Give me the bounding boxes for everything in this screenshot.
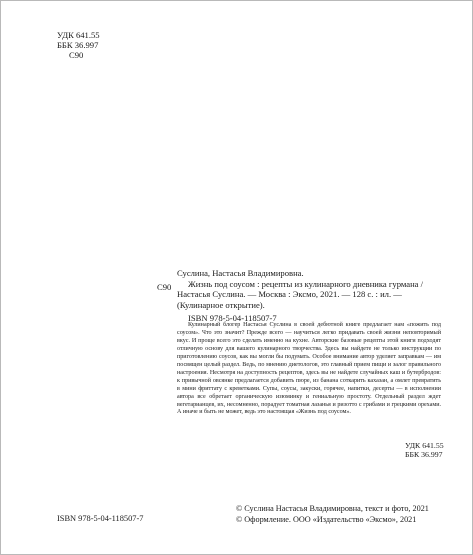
copyright-design: © Оформление. ООО «Издательство «Эксмо», 2021 <box>236 514 417 524</box>
udk-code-bottom: УДК 641.55 <box>405 441 444 450</box>
classification-codes-bottom <box>405 441 444 459</box>
copyright-text: © Суслина Настасья Владимировна, текст и фото, 2021 <box>236 504 429 513</box>
udk-code: УДК 641.55 <box>57 30 100 40</box>
bbk-code-bottom: ББК 36.997 <box>405 450 443 460</box>
bbk-code: ББК 36.997 <box>57 40 99 50</box>
entry-heading: Суслина, Настасья Владимировна. <box>177 268 304 278</box>
copyright-block <box>236 504 429 525</box>
author-mark: С90 <box>69 50 84 60</box>
entry-title: Жизнь под соусом : рецепты из кулинарного дневника гурмана / Настасья Суслина. — Москва : Эксмо, 2021. — 128 с. : ил. — (Кулинарное открытие). <box>177 278 424 310</box>
entry-author-mark: С90 <box>157 282 172 292</box>
book-annotation: Кулинарный блогер Настасья Суслина в своей дебютной книге предлагает нам «пожить под соусом». Что это значит? Прежде всего — научиться легко придавать своей жизни неповторимый вкус. И проще всего это сделать именно на кухне. Авторские базовые рецепты этой книги подходят отличную основу для вашего кулинарного творчества. Здесь вы найдете не только инструкции по приготовлению соусов, как вы могли бы подумать. Особое внимание автор уделяет заправкам — им посвящен целый раздел. Ведь, по мнению диетологов, это главный прием пищи и залог правильного настроения. Несмотря на доступность рецептов, здесь вы не найдете случайных каш и бутербродов: к привычной овсянке предлагается добавить пюре, из банана соткарить кахазан, а омлет превратить в мини фриттату с креветками. Супы, соусы, закуски, горячее, напитки, десерты — в исполнении автора все обретает органическую изюминку и гениальную простоту. Отдельный раздел ждет вегетарианцев, их, несомненно, порадует томатная лазанья и ризотто с грибами и грецкими орехами. А иначе и быть не может, ведь это настоящая «Жизнь под соусом». <box>177 322 441 416</box>
isbn-bottom: ISBN 978-5-04-118507-7 <box>57 514 144 523</box>
classification-codes <box>57 30 100 60</box>
bibliographic-entry <box>177 268 447 324</box>
entry-isbn: ISBN 978-5-04-118507-7 <box>188 313 277 324</box>
